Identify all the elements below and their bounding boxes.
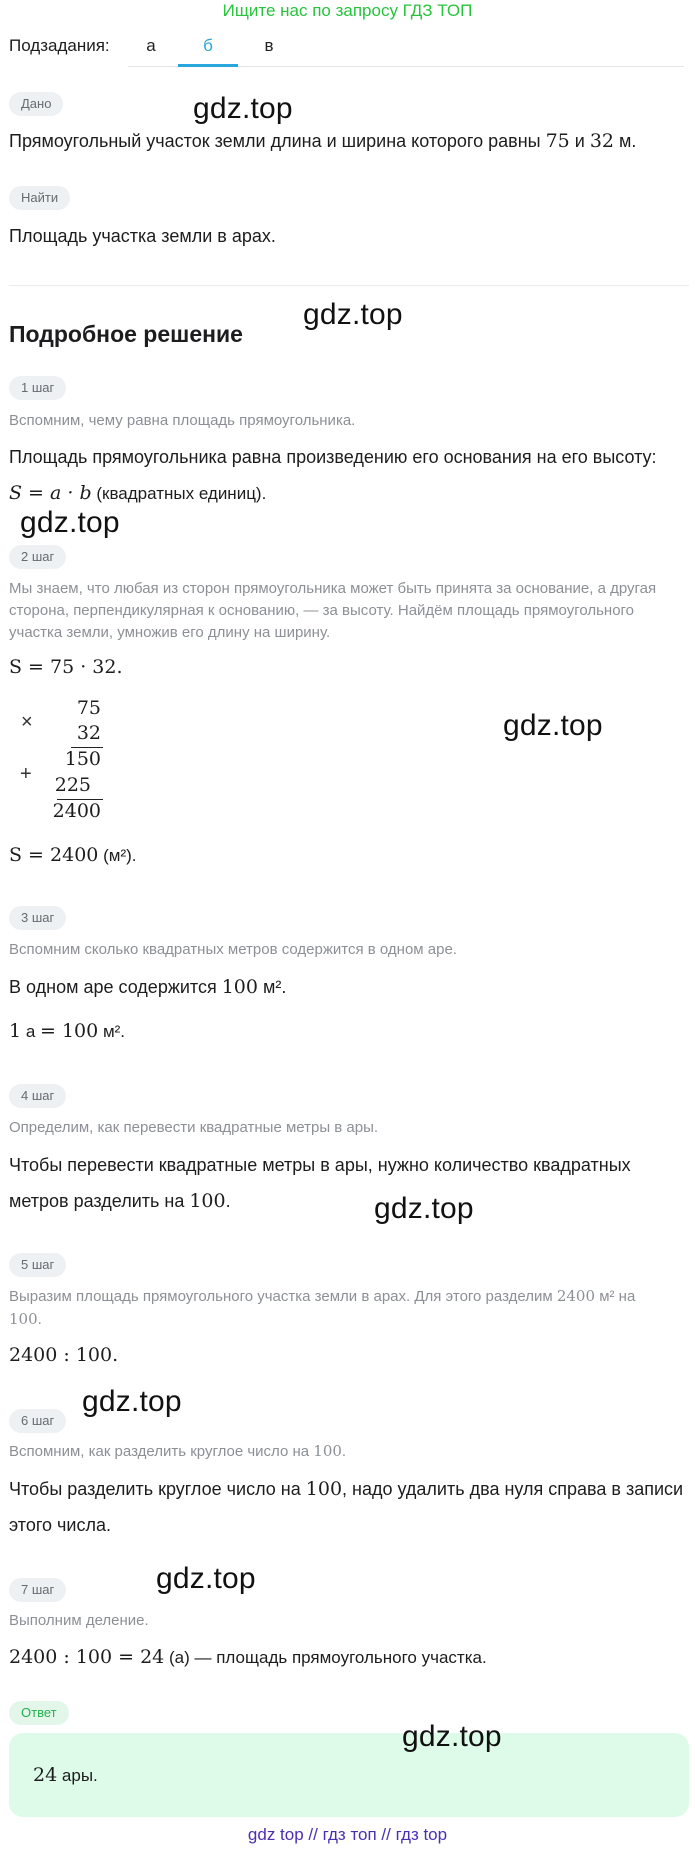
subtasks-label: Подзадания:: [9, 36, 110, 55]
area-formula: S = a · b: [9, 482, 92, 504]
step-6-chip: 6 шаг: [9, 1409, 66, 1433]
watermark: gdz.top: [193, 92, 293, 125]
step-5-chip: 5 шаг: [9, 1253, 66, 1277]
area-formula-note: (квадратных единиц).: [91, 484, 267, 503]
step-4-hint: Определим, как перевести квадратные метры в ары.: [9, 1119, 379, 1136]
times-sign: ×: [21, 711, 33, 733]
given-width: 32: [589, 130, 615, 152]
answer-unit: ары.: [57, 1766, 98, 1785]
step-5-hint-before: Выразим площадь прямоугольного участка земли в арах. Для этого разделим: [9, 1288, 557, 1305]
step-7-hint: Выполним деление.: [9, 1612, 149, 1629]
step-5-hint-value-2: 100: [9, 1310, 38, 1328]
step-2-hint: Мы знаем, что любая из сторон прямоугольника может быть принята за основание, а другая сторона, перпендикулярная к основанию, — за высоту. Найдём площадь прямоугольного участка земли, умножив его длину на ширину.: [9, 580, 657, 641]
given-chip: Дано: [9, 92, 63, 116]
eq-unit: м².: [98, 1022, 126, 1041]
tab-a[interactable]: а: [146, 36, 156, 55]
step-6-text-line-1: [9, 1476, 683, 1502]
column-factor-2: 32: [76, 722, 101, 744]
step-5-hint-middle: м² на: [595, 1288, 636, 1305]
step-1-chip: 1 шаг: [9, 376, 66, 400]
division-formula: 2400 : 100 = 24: [9, 1646, 165, 1668]
column-multiplication: [9, 693, 129, 825]
step-3-hint: Вспомним сколько квадратных метров содержится в одном аре.: [9, 941, 457, 958]
watermark: gdz.top: [82, 1385, 182, 1418]
step-2-chip: 2 шаг: [9, 545, 66, 569]
step-6-text-line-2: этого числа.: [9, 1515, 111, 1535]
watermark: gdz.top: [374, 1192, 474, 1225]
step-4-text-before: метров разделить на: [9, 1191, 190, 1211]
watermark: gdz.top: [156, 1562, 256, 1595]
section-divider: [9, 285, 689, 286]
step-2-formula: [9, 654, 123, 680]
subtask-tabs: [128, 28, 684, 67]
area-result-unit: (м²).: [98, 846, 137, 865]
eq-unit-a: а: [21, 1022, 40, 1041]
step-1-text: Площадь прямоугольника равна произведению его основания на его высоту:: [9, 447, 657, 467]
watermark: gdz.top: [303, 298, 403, 331]
step-5-formula-value: 2400 : 100.: [9, 1344, 119, 1366]
step-3-chip: 3 шаг: [9, 906, 66, 930]
search-banner: Ищите нас по запросу ГДЗ ТОП: [222, 1, 473, 20]
step-4-text-line-1: Чтобы перевести квадратные метры в ары, нужно количество квадратных: [9, 1155, 631, 1175]
step-2-formula-value: S = 75 · 32.: [9, 656, 123, 678]
watermark: gdz.top: [503, 709, 603, 742]
area-result: S = 2400: [9, 844, 99, 866]
step-1-hint: Вспомним, чему равна площадь прямоугольника.: [9, 412, 356, 429]
tab-b[interactable]: б: [203, 36, 213, 55]
step-2-result: [9, 842, 137, 869]
step-6-hint-value: 100: [313, 1442, 342, 1460]
step-5-hint: [9, 1285, 689, 1331]
answer-text: [33, 1762, 98, 1789]
eq-left: 1: [9, 1020, 22, 1042]
step-4-text-line-2: [9, 1188, 231, 1214]
step-7-formula-line: [9, 1644, 487, 1671]
solution-title: Подробное решение: [9, 321, 243, 347]
step-6-text-after: , надо удалить два нуля справа в записи: [342, 1479, 684, 1499]
given-text-before: Прямоугольный участок земли длина и ширина которого равны: [9, 131, 546, 151]
eq-right: = 100: [40, 1020, 99, 1042]
given-text: [9, 128, 636, 154]
given-unit: м.: [614, 131, 637, 151]
given-length: 75: [545, 130, 570, 152]
step-5-hint-after: .: [37, 1311, 42, 1328]
column-partial-1: 150: [64, 748, 101, 770]
step-6-hint-before: Вспомним, как разделить круглое число на: [9, 1443, 314, 1460]
step-3-text-after: м².: [257, 977, 287, 997]
column-partial-2: 225: [54, 774, 91, 796]
plus-sign: +: [20, 763, 32, 785]
step-6-value: 100: [305, 1478, 343, 1500]
step-6-hint: [9, 1440, 346, 1463]
answer-chip: Ответ: [9, 1701, 69, 1725]
answer-box: [9, 1733, 689, 1817]
step-4-chip: 4 шаг: [9, 1084, 66, 1108]
watermark: gdz.top: [20, 506, 120, 539]
step-6-text-before: Чтобы разделить круглое число на: [9, 1479, 306, 1499]
step-5-hint-value: 2400: [556, 1287, 596, 1305]
active-tab-indicator: [178, 64, 238, 67]
step-1-formula-line: [9, 480, 266, 507]
tab-v[interactable]: в: [264, 36, 274, 55]
column-factor-1: 75: [76, 697, 101, 719]
column-result: 2400: [52, 800, 101, 822]
find-chip: Найти: [9, 186, 70, 210]
step-3-text-before: В одном аре содержится: [9, 977, 222, 997]
given-and: и: [569, 131, 590, 151]
step-3-text: [9, 974, 286, 1000]
step-6-hint-after: .: [341, 1443, 347, 1460]
footer-links[interactable]: gdz top // гдз топ // гдз top: [247, 1825, 448, 1844]
division-result-note: (а) — площадь прямоугольного участка.: [164, 1648, 487, 1667]
step-4-value: 100: [189, 1190, 226, 1212]
step-7-chip: 7 шаг: [9, 1578, 66, 1602]
step-4-text-after: .: [225, 1191, 231, 1211]
find-text: Площадь участка земли в арах.: [9, 226, 276, 246]
answer-value: 24: [33, 1764, 58, 1786]
step-3-value: 100: [221, 976, 258, 998]
step-5-formula: [9, 1342, 118, 1368]
watermark: gdz.top: [402, 1720, 502, 1753]
step-3-equation: [9, 1018, 125, 1045]
